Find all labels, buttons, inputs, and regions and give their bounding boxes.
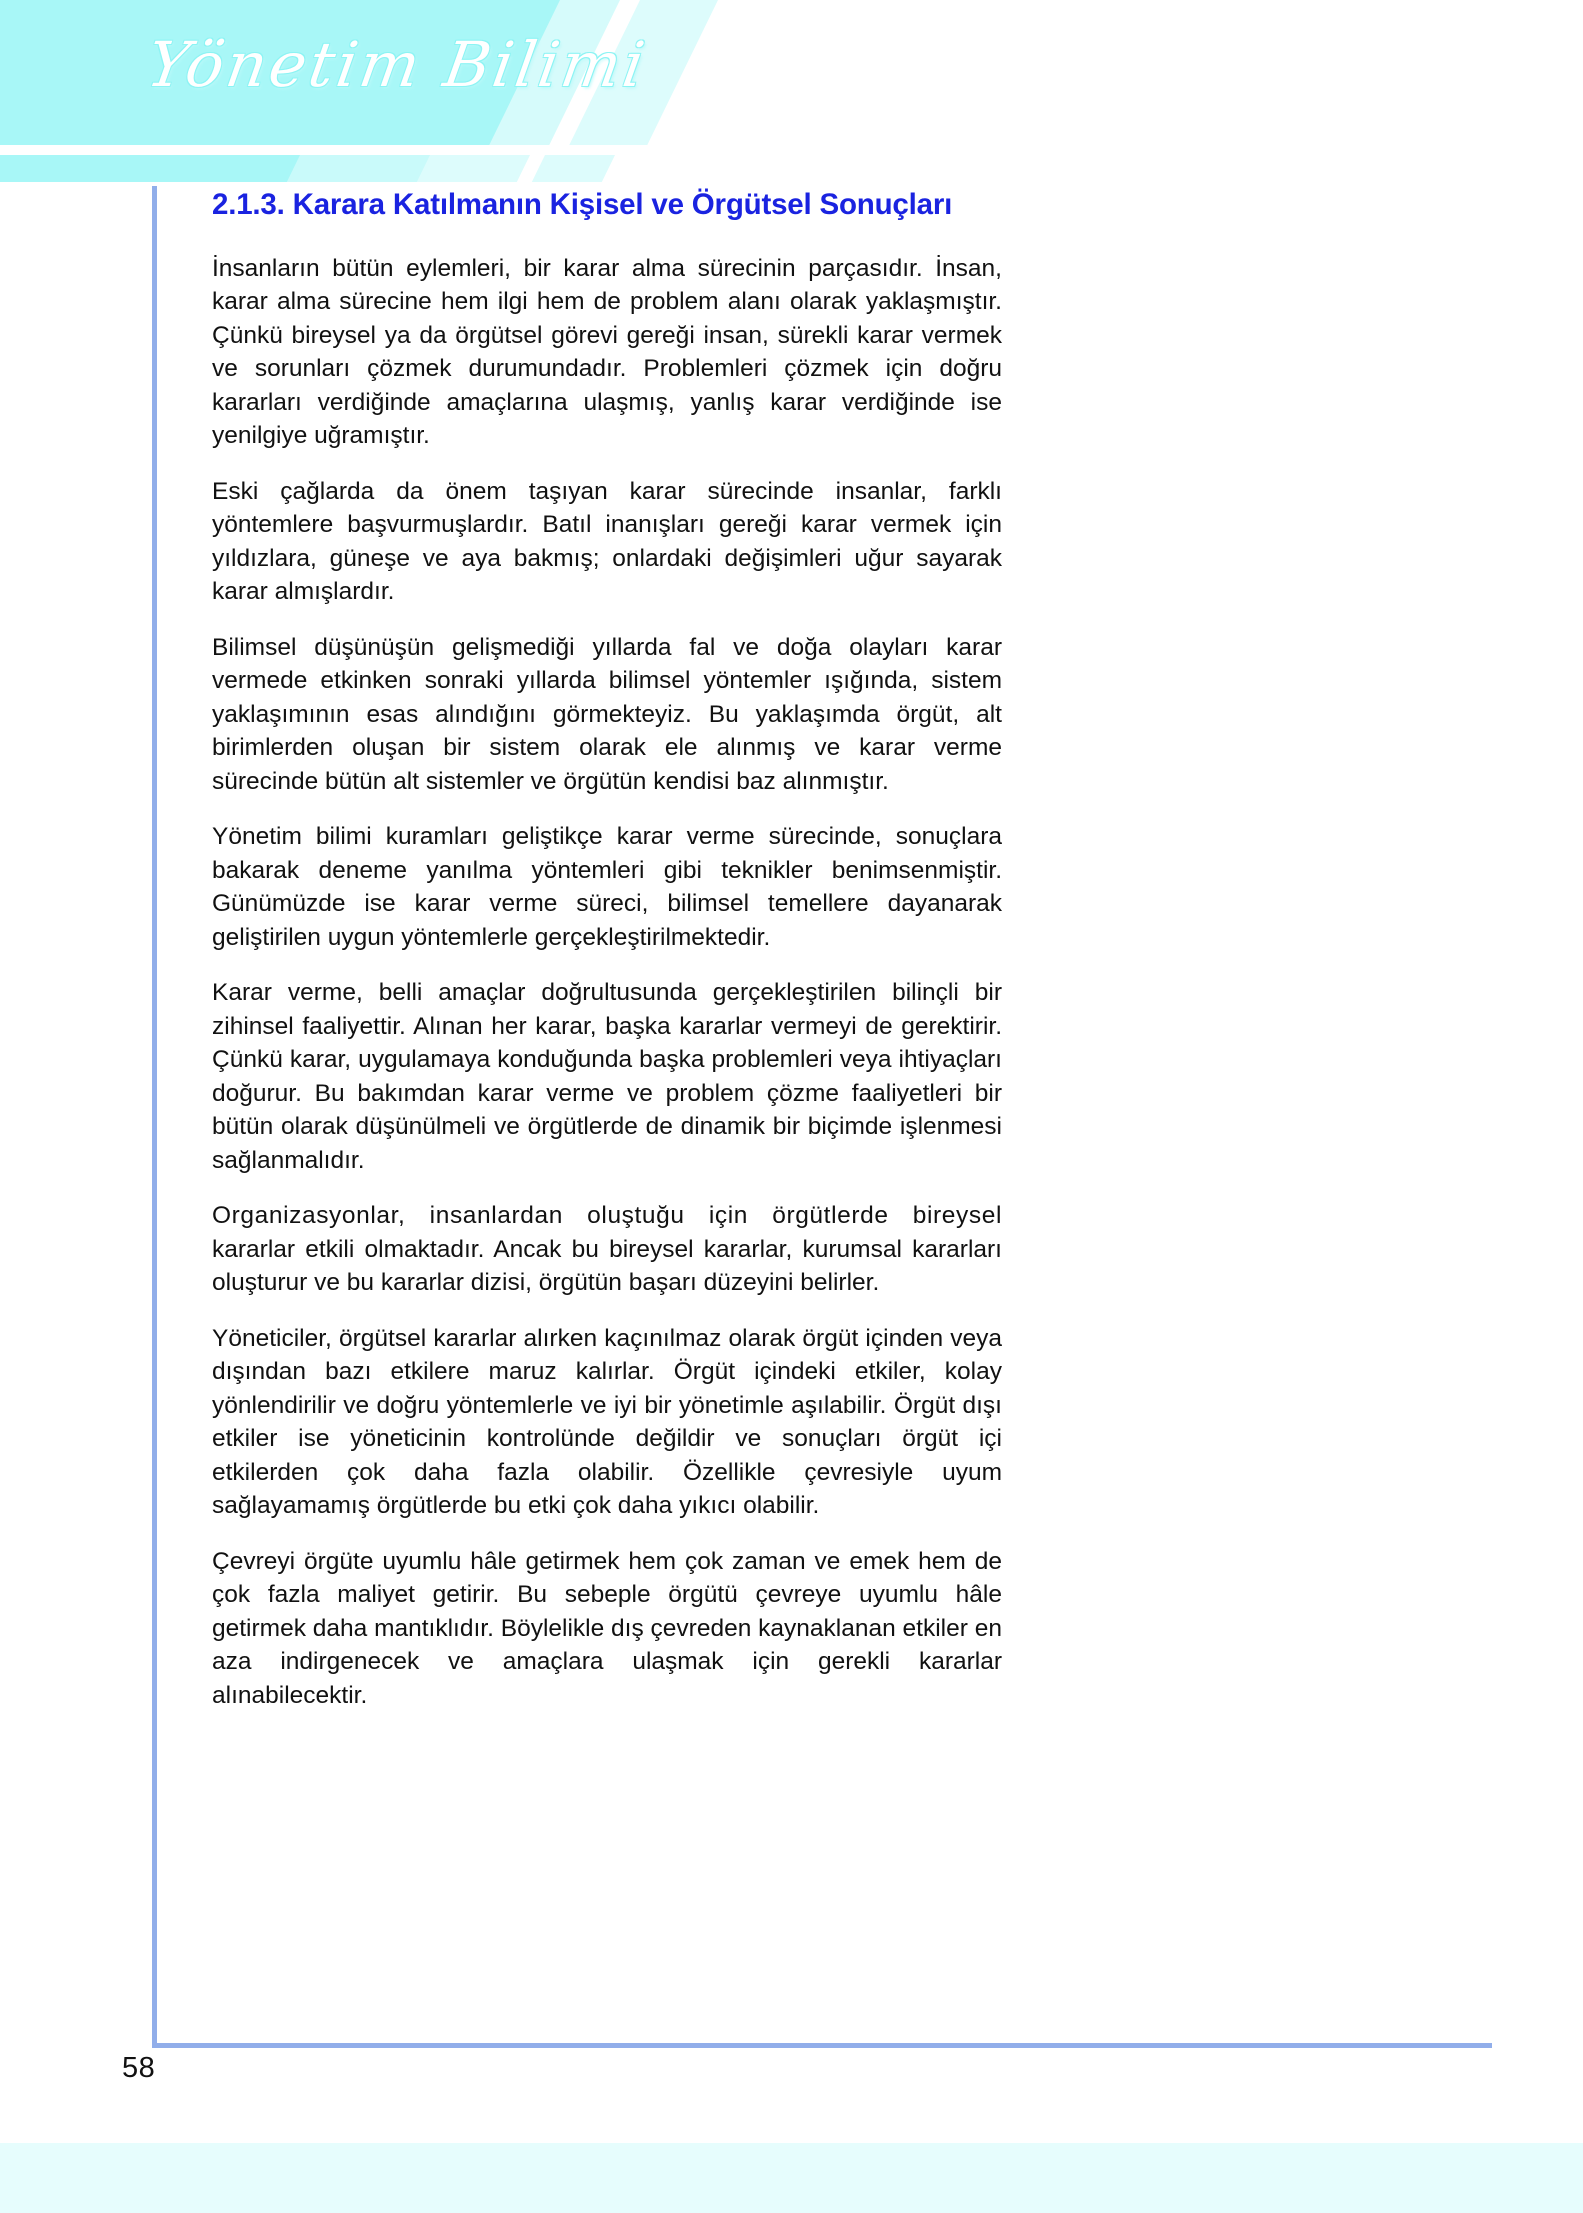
page-number: 58 [122,2052,156,2084]
horizontal-rule [152,2043,1492,2048]
section-heading: 2.1.3. Karara Katılmanın Kişisel ve Örgütsel Sonuçları [212,188,953,221]
body-paragraph: Yöneticiler, örgütsel kararlar alırken kaçınılmaz olarak örgüt içinden veya dışından bazı etkilere maruz kalırlar. Örgüt içindeki etkiler, kolay yönlendirilir ve doğru yöntemlerle ve iyi bir yönetimle aşılabilir. Örgüt dışı etkiler ise yöneticinin kontrolünde değildir ve sonuçları örgüt içi etkilerden çok daha fazla olabilir. Özellikle çevresiyle uyum sağlayamamış örgütlerde bu etki çok daha yıkıcı olabilir. [212,1324,1002,1520]
text-column [212,188,1002,1712]
body-paragraph: Bilimsel düşünüşün gelişmediği yıllarda fal ve doğa olayları karar vermede etkinken sonraki yıllarda bilimsel yöntemler ışığında, sistem yaklaşımının esas alındığını görmekteyiz. Bu yaklaşımda örgüt, alt birimlerden oluşan bir sistem olarak ele alınmış ve karar verme sürecinde bütün alt sistemler ve örgütün kendisi baz alınmıştır. [212,633,1002,795]
body-paragraph: Çevreyi örgüte uyumlu hâle getirmek hem çok zaman ve emek hem de çok fazla maliyet getirir. Bu sebeple örgütü çevreye uyumlu hâle getirmek daha mantıklıdır. Böylelikle dış çevreden kaynaklanan etkiler en aza indirgenecek ve amaçlara ulaşmak için gerekli kararlar alınabilecektir. [212,1547,1002,1709]
footer-decoration [0,2143,1583,2213]
body-paragraph: İnsanların bütün eylemleri, bir karar alma sürecinin parçasıdır. İnsan, karar alma sürecine hem ilgi hem de problem alanı olarak yaklaşmıştır. Çünkü bireysel ya da örgütsel görevi gereği insan, sürekli karar vermek ve sorunları çözmek durumundadır. Problemleri çözmek için doğru kararları verdiğinde amaçlarına ulaşmış, yanlış karar verdiğinde ise yenilgiye uğramıştır. [212,254,1002,450]
body-paragraph: Eski çağlarda da önem taşıyan karar sürecinde insanlar, farklı yöntemlere başvurmuşlardır. Batıl inanışları gereği karar vermek için yıldızlara, güneşe ve aya bakmış; onlardaki değişimleri uğur sayarak karar almışlardır. [212,477,1002,606]
body-paragraph: Karar verme, belli amaçlar doğrultusunda gerçekleştirilen bilinçli bir zihinsel faaliyettir. Alınan her karar, başka kararlar vermeyi de gerektirir. Çünkü karar, uygulamaya konduğunda başka problemleri veya ihtiyaçları doğurur. Bu bakımdan karar verme ve problem çözme faaliyetleri bir bütün olarak düşünülmeli ve örgütlerde de dinamik bir biçimde işlenmesi sağlanmalıdır. [212,979,1002,1174]
header-decoration [0,0,1583,182]
vertical-rule [152,186,157,2048]
body-paragraph: Organizasyonlar, insanlardan oluştuğu için örgütlerde bireysel kararlar etkili olmaktadır. Ancak bu bireysel kararlar, kurumsal kararları oluşturur ve bu kararlar dizisi, örgütün başarı düzeyini belirler. [212,1202,1002,1297]
running-head-title: Yönetim Bilimi [142,28,653,101]
body-paragraph: Yönetim bilimi kuramları geliştikçe karar verme sürecinde, sonuçlara bakarak deneme yanılma yöntemleri gibi teknikler benimsenmiştir. Günümüzde ise karar verme süreci, bilimsel temellere dayanarak geliştirilen uygun yöntemlerle gerçekleştirilmektedir. [212,823,1002,951]
